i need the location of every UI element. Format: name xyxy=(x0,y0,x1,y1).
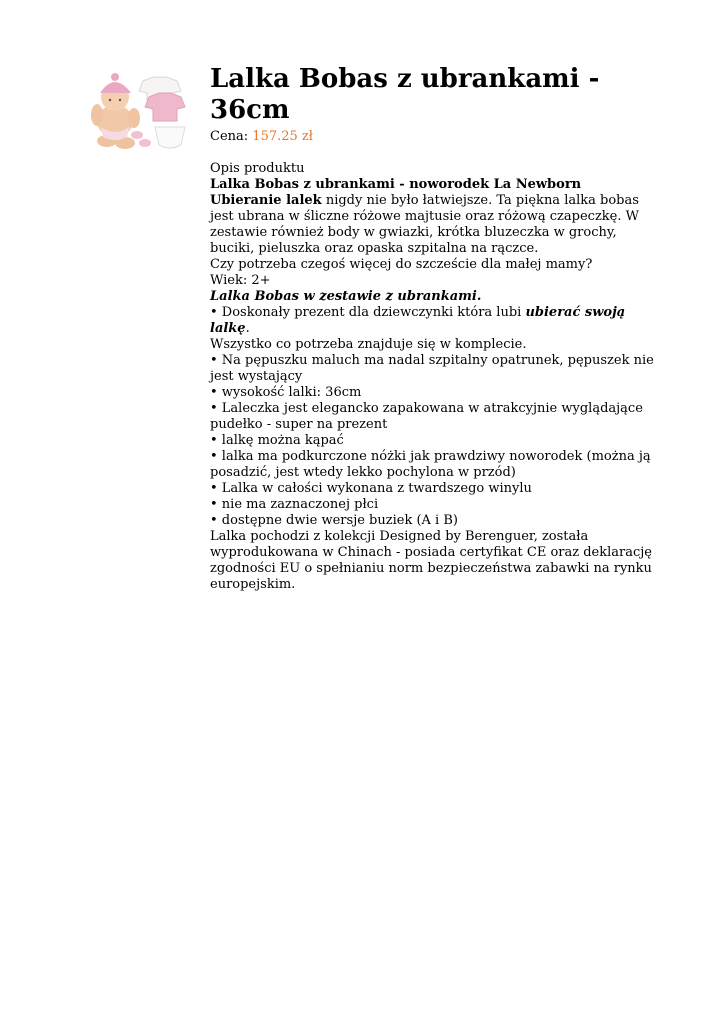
product-image xyxy=(77,63,192,155)
gift-bullet xyxy=(210,305,655,337)
description-intro xyxy=(210,193,655,257)
set-heading: Lalka Bobas w zestawie z ubrankami. xyxy=(210,289,482,304)
gift-emphasis: ubierać swoją lalkę xyxy=(210,305,626,336)
price-line xyxy=(210,129,655,145)
doll-with-clothes-image xyxy=(77,63,192,155)
bullet-item: • wysokość lalki: 36cm xyxy=(210,385,362,400)
price-value: 157.25 zł xyxy=(252,129,313,144)
bullet-item: • lalka ma podkurczone nóżki jak prawdziwy noworodek (można ją posadzić, jest wtedy lekko pochylona w przód) xyxy=(210,449,651,480)
description-subtitle: Lalka Bobas z ubrankami - noworodek La Newborn xyxy=(210,177,582,192)
description-age: Wiek: 2+ xyxy=(210,273,271,288)
bullet-item: • Laleczka jest elegancko zapakowana w atrakcyjnie wyglądające pudełko - super na prezent xyxy=(210,401,643,432)
bullet-item: • Lalka w całości wykonana z twardszego winylu xyxy=(210,481,532,496)
intro-bold: Ubieranie lalek xyxy=(210,193,322,208)
description-closing: Lalka pochodzi z kolekcji Designed by Berenguer, została wyprodukowana w Chinach - posiada certyfikat CE oraz deklarację zgodności EU o spełnianiu norm bezpieczeństwa zabawki na rynku europejskim. xyxy=(210,529,652,592)
bullet-item: • dostępne dwie wersje buziek (A i B) xyxy=(210,513,458,528)
description-heading: Opis produktu xyxy=(210,161,305,176)
product-title: Lalka Bobas z ubrankami - 36cm xyxy=(210,64,600,125)
price-label: Cena: xyxy=(210,129,249,144)
bullet-item: • Na pępuszku maluch ma nadal szpitalny opatrunek, pępuszek nie jest wystający xyxy=(210,353,654,384)
product-description xyxy=(210,161,655,593)
bullet-item: • lalkę można kąpać xyxy=(210,433,344,448)
gift-start: • Doskonały prezent dla dziewczynki która lubi xyxy=(210,305,526,320)
product-details xyxy=(210,64,655,593)
description-question: Czy potrzeba czegoś więcej do szczeście dla małej mamy? xyxy=(210,257,593,272)
gift-end: . xyxy=(245,321,250,336)
intro-rest: nigdy nie było łatwiejsze. Ta piękna lalka bobas jest ubrana w śliczne różowe majtusie oraz różową czapeczkę. W zestawie również body w gwiazki, krótka bluzeczka w grochy, buciki, pieluszka oraz opaska szpitalna na rączce. xyxy=(210,193,639,256)
bullet-item: Wszystko co potrzeba znajduje się w komplecie. xyxy=(210,337,527,352)
bullet-item: • nie ma zaznaczonej płci xyxy=(210,497,379,512)
